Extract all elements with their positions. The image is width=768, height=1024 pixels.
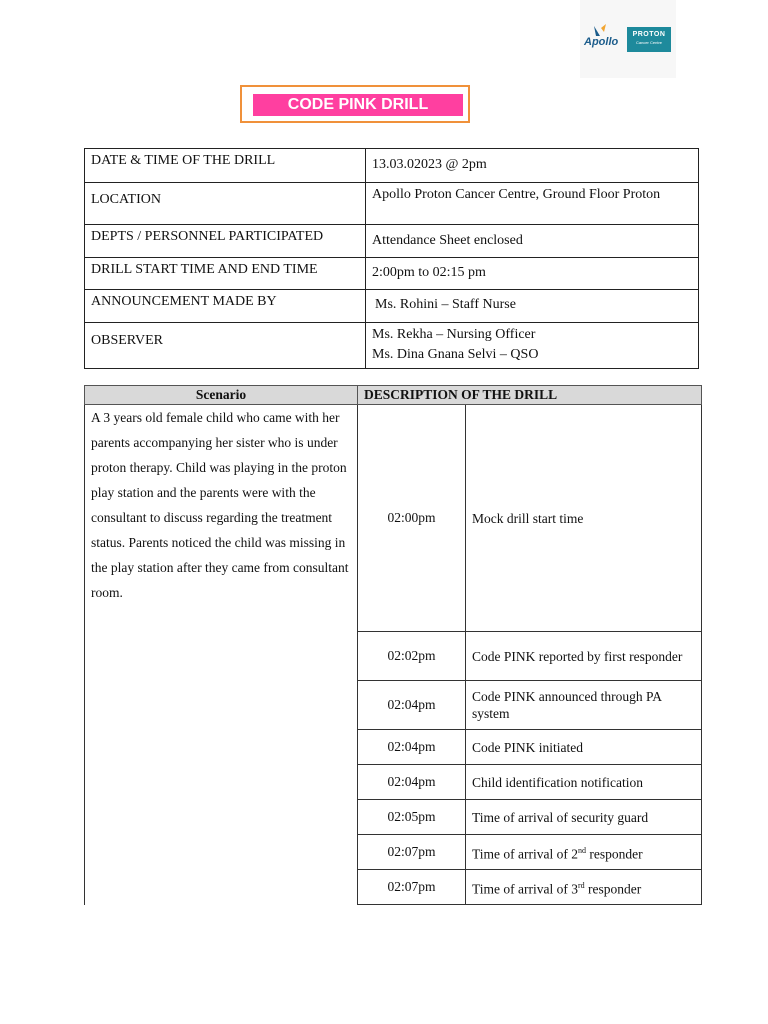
info-row-time <box>85 258 699 290</box>
proton-subtitle: Cancer Centre <box>635 40 662 45</box>
desc-prefix: Time of arrival of 2 <box>472 846 578 862</box>
event-time: 02:00pm <box>358 405 466 632</box>
event-description: Code PINK announced through PA system <box>466 681 702 730</box>
event-description: Time of arrival of security guard <box>466 800 702 835</box>
scenario-header: Scenario <box>85 386 358 405</box>
info-value <box>366 225 699 258</box>
desc-prefix: Time of arrival of 3 <box>472 881 578 897</box>
desc-ordinal: nd <box>577 845 586 855</box>
info-value: Apollo Proton Cancer Centre, Ground Floor Proton <box>366 183 699 225</box>
event-description <box>466 870 702 905</box>
info-row-location <box>85 183 699 225</box>
info-label-text: LOCATION <box>91 192 161 207</box>
event-description: Mock drill start time <box>466 405 702 632</box>
info-label: DRILL START TIME AND END TIME <box>85 258 366 290</box>
observer-2: Ms. Dina Gnana Selvi – QSO <box>372 347 539 362</box>
info-label: ANNOUNCEMENT MADE BY <box>85 290 366 323</box>
event-time: 02:05pm <box>358 800 466 835</box>
desc-ordinal: rd <box>577 880 585 890</box>
info-value-text: Attendance Sheet enclosed <box>372 233 523 248</box>
info-label: DATE & TIME OF THE DRILL <box>85 149 366 183</box>
desc-suffix: responder <box>585 846 643 862</box>
apollo-proton-logo <box>580 0 676 78</box>
desc-suffix: responder <box>584 881 642 897</box>
event-description <box>466 835 702 870</box>
event-time: 02:02pm <box>358 632 466 681</box>
event-time: 02:04pm <box>358 765 466 800</box>
info-row-depts <box>85 225 699 258</box>
observer-1: Ms. Rekha – Nursing Officer <box>372 327 536 342</box>
event-time: 02:07pm <box>358 870 466 905</box>
proton-logo <box>627 27 671 52</box>
info-row-date <box>85 149 699 183</box>
event-description: Code PINK initiated <box>466 730 702 765</box>
title-frame <box>240 85 470 123</box>
info-value <box>366 149 699 183</box>
info-label-text: OBSERVER <box>91 333 164 348</box>
apollo-wordmark: Apollo <box>584 36 619 48</box>
event-time: 02:04pm <box>358 730 466 765</box>
description-header: DESCRIPTION OF THE DRILL <box>358 386 702 405</box>
info-value-text: 2:00pm to 02:15 pm <box>372 265 486 280</box>
scenario-text: A 3 years old female child who came with her parents accompanying her sister who is under proton therapy. Child was playing in the proton play station and the parents were with the consultant to discuss regarding the treatment status. Parents noticed the child was missing in the play station after they came from consultant room. <box>85 405 358 905</box>
info-row-announcement <box>85 290 699 323</box>
drill-info-table <box>84 148 699 369</box>
event-description: Child identification notification <box>466 765 702 800</box>
event-description: Code PINK reported by first responder <box>466 632 702 681</box>
info-value-text: 13.03.02023 @ 2pm <box>372 157 487 172</box>
info-label <box>85 183 366 225</box>
info-label <box>85 323 366 369</box>
info-value <box>366 290 699 323</box>
info-value <box>366 323 699 369</box>
info-value <box>366 258 699 290</box>
page-title: CODE PINK DRILL <box>253 94 463 116</box>
event-time: 02:04pm <box>358 681 466 730</box>
drill-header-row <box>85 386 702 405</box>
info-row-observer <box>85 323 699 369</box>
info-label: DEPTS / PERSONNEL PARTICIPATED <box>85 225 366 258</box>
drill-description-table <box>84 385 702 905</box>
info-value-text: Ms. Rohini – Staff Nurse <box>375 297 516 312</box>
event-time: 02:07pm <box>358 835 466 870</box>
drill-event-row <box>85 405 702 632</box>
proton-wordmark: PROTON <box>632 31 666 38</box>
